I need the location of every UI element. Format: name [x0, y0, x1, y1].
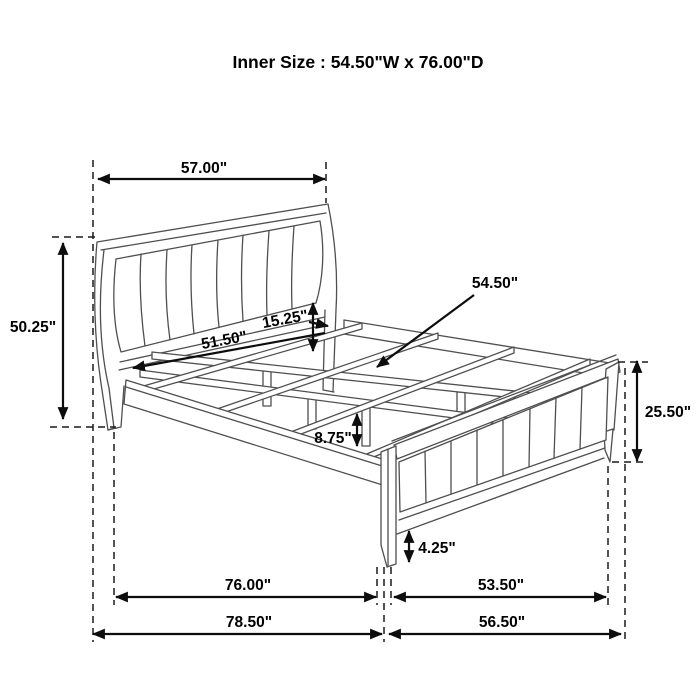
dimension-overall-depth: [93, 614, 382, 634]
dim-label-78-50: 78.50": [225, 614, 273, 631]
dim-label-4-25: 4.25": [418, 540, 456, 557]
dim-label-15-25: 15.25": [260, 307, 310, 333]
dim-label-76-00: 76.00": [224, 577, 272, 594]
dimension-inner-depth: [116, 577, 376, 597]
dim-label-56-50: 56.50": [478, 614, 526, 631]
page-title: Inner Size : 54.50"W x 76.00"D: [232, 52, 484, 72]
dimension-footboard-inner-width: [394, 577, 606, 597]
dim-label-8-75: 8.75": [314, 430, 352, 447]
dim-label-53-50: 53.50": [477, 577, 525, 594]
dimension-footboard-width: [389, 614, 621, 634]
dim-label-54-50: 54.50": [471, 275, 519, 292]
dim-label-51-50: 51.50": [199, 328, 249, 354]
dimension-headboard-width: [98, 160, 325, 179]
dimension-headboard-height: [10, 243, 63, 419]
dimension-leg-height: [409, 531, 456, 562]
dim-label-50-25: 50.25": [9, 319, 57, 336]
dim-label-25-50: 25.50": [644, 404, 692, 421]
dimension-footboard-height: [637, 361, 691, 461]
dim-label-57: 57.00": [180, 160, 228, 177]
